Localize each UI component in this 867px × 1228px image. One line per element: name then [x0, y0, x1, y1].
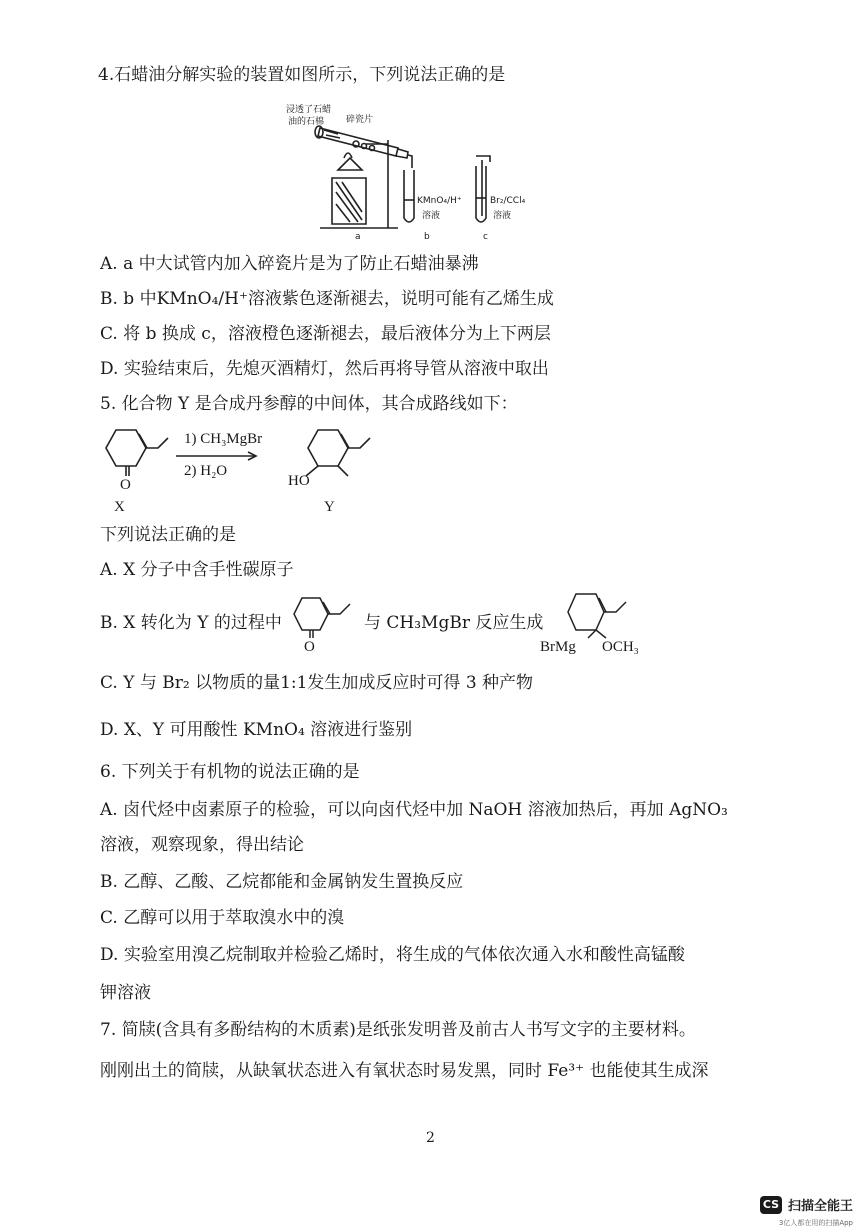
- q4-option-c: C. 将 b 换成 c，溶液橙色逐渐褪去，最后液体分为上下两层: [100, 324, 551, 344]
- label-br2-ccl4: Br₂/CCl₄: [490, 196, 526, 206]
- label-cotton-line1: 浸透了石蜡: [286, 105, 332, 115]
- y-hydroxyl-group: HO: [288, 473, 310, 489]
- label-cotton-line2: 油的石棉: [288, 117, 325, 127]
- option-b-och3: OCH₃: [602, 639, 639, 655]
- x-oxygen-atom: O: [120, 477, 131, 493]
- mark-a: a: [355, 232, 361, 242]
- scanner-brand: 扫描全能王: [787, 1199, 853, 1214]
- q5-option-d: D. X、Y 可用酸性 KMnO₄ 溶液进行鉴别: [100, 720, 413, 740]
- option-b-brmg: BrMg: [540, 639, 576, 655]
- reaction-scheme: [96, 420, 396, 520]
- scanner-tagline: 3亿人都在用的扫描App: [778, 1219, 853, 1227]
- step1-reagent: 1) CH₃MgBr: [184, 431, 263, 447]
- option-b-x-drawing: [290, 592, 360, 658]
- q5-stem: 5. 化合物 Y 是合成丹参醇的中间体，其合成路线如下：: [100, 394, 518, 414]
- option-b-structure-product: [540, 588, 660, 658]
- option-b-structure-x: [290, 592, 360, 658]
- compound-y-label: Y: [324, 499, 335, 515]
- q4-option-d: D. 实验结束后，先熄灭酒精灯，然后再将导管从溶液中取出: [100, 359, 549, 379]
- q6-option-a-line2: 溶液，观察现象，得出结论: [100, 835, 304, 855]
- label-porcelain-chips: 碎瓷片: [346, 115, 374, 125]
- apparatus-figure: [280, 100, 550, 245]
- step2-reagent: 2) H₂O: [184, 463, 228, 479]
- q4-option-a: A. a 中大试管内加入碎瓷片是为了防止石蜡油暴沸: [100, 254, 479, 274]
- q5-prompt: 下列说法正确的是: [100, 525, 236, 545]
- label-b-solution: 溶液: [422, 211, 441, 221]
- label-c-solution: 溶液: [493, 211, 512, 221]
- q6-option-a-line1: A. 卤代烃中卤素原子的检验，可以向卤代烃中加 NaOH 溶液加热后，再加 AgNO₃: [100, 800, 728, 820]
- q5-option-a: A. X 分子中含手性碳原子: [100, 560, 294, 580]
- q6-option-d-line1: D. 实验室用溴乙烷制取并检验乙烯时，将生成的气体依次通入水和酸性高锰酸: [100, 945, 685, 965]
- option-b-oxygen: O: [304, 639, 315, 655]
- q4-option-b: B. b 中KMnO₄/H⁺溶液紫色逐渐褪去，说明可能有乙烯生成: [100, 289, 554, 309]
- q5-option-b-middle: 与 CH₃MgBr 反应生成: [364, 613, 544, 633]
- q5-option-b-prefix: B. X 转化为 Y 的过程中: [100, 613, 282, 633]
- camscanner-logo-icon: CS: [760, 1196, 782, 1214]
- compound-x-label: X: [114, 499, 125, 515]
- q6-option-c: C. 乙醇可以用于萃取溴水中的溴: [100, 908, 345, 928]
- mark-c: c: [483, 232, 488, 242]
- q7-line2: 刚刚出土的简牍，从缺氧状态进入有氧状态时易发黑，同时 Fe³⁺ 也能使其生成深: [100, 1061, 709, 1081]
- scanner-watermark: [760, 1195, 853, 1214]
- label-kmno4: KMnO₄/H⁺: [417, 196, 462, 206]
- page-number: 2: [426, 1130, 435, 1146]
- q6-stem: 6. 下列关于有机物的说法正确的是: [100, 762, 360, 782]
- q5-option-c: C. Y 与 Br₂ 以物质的量1:1发生加成反应时可得 3 种产物: [100, 673, 534, 693]
- q6-option-b: B. 乙醇、乙酸、乙烷都能和金属钠发生置换反应: [100, 872, 464, 892]
- q6-option-d-line2: 钾溶液: [100, 983, 151, 1003]
- q4-stem: 4.石蜡油分解实验的装置如图所示，下列说法正确的是: [98, 65, 506, 85]
- mark-b: b: [424, 232, 430, 242]
- q7-line1: 7. 简牍(含具有多酚结构的木质素)是纸张发明普及前古人书写文字的主要材料。: [100, 1020, 696, 1040]
